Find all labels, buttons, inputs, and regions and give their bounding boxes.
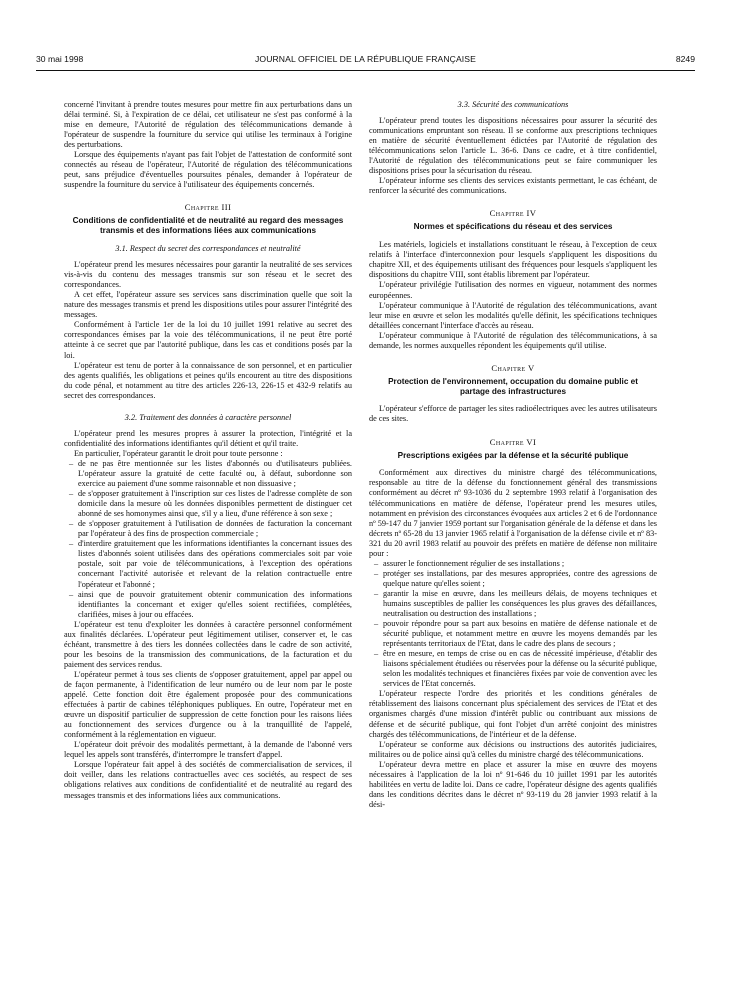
paragraph: L'opérateur est tenu de porter à la connaissance de son personnel, et en particulier des agents qualifiés, les obligations et peines qu'ils encourent au titre des dispositions du code pénal, et notamment au titre des articles 226-13, 226-15 et 432-9 relatifs au secret des correspondances. <box>64 360 352 400</box>
header-rule <box>36 70 695 71</box>
paragraph: L'opérateur respecte l'ordre des priorités et les conditions générales de rétablissement des liaisons concernant plus spécialement des services de l'Etat et des organismes chargés d'une mission d'intérêt public ou contribuant aux missions de défense et de sécurité publique, qui font l'objet d'un arrêté conjoint des ministres chargés des télécommunications, de l'intérieur et de la défense. <box>369 689 657 739</box>
paragraph: L'opérateur est tenu d'exploiter les données à caractère personnel conformément aux finalités déclarées. L'opérateur peut légitimement utiliser, conserver et, le cas échéant, transmettre à des tiers les données collectées dans le cadre de son activité, pour les besoins de la transmission des communications, de la facturation et du paiement des services rendus. <box>64 619 352 669</box>
header-title: JOURNAL OFFICIEL DE LA RÉPUBLIQUE FRANÇAISE <box>255 54 476 64</box>
paragraph: L'opérateur se conforme aux décisions ou instructions des autorités judiciaires, militaires ou de police ainsi qu'à celles du ministre chargé des télécommunications. <box>369 739 657 759</box>
list-item: – ainsi que de pouvoir gratuitement obtenir communication des informations identifiantes la concernant et exiger qu'elles soient rectifiées, complétées, clarifiées, mises à jour ou effacées. <box>78 590 352 620</box>
section-heading: 3.2. Traitement des données à caractère personnel <box>124 412 292 422</box>
paragraph: L'opérateur informe ses clients des services existants permettant, le cas échéant, de renforcer la sécurité des communications. <box>369 176 657 196</box>
list-item: – de ne pas être mentionnée sur les listes d'abonnés ou d'utilisateurs publiées. L'opérateur assure la gratuité de cette faculté ou, à défaut, subordonne son exercice au paiement d'une somme raisonnable et non dissuasive ; <box>78 459 352 489</box>
paragraph: L'opérateur prend les mesures propres à assurer la protection, l'intégrité et la confidentialité des informations identifiantes qu'il détient et qu'il traite. <box>64 428 352 448</box>
paragraph: L'opérateur devra mettre en place et assurer la mise en œuvre des moyens nécessaires à l'application de la loi nº 91-646 du 10 juillet 1991 par les autorités habilitées en vertu de ladite loi. Dans ce cadre, l'opérateur désigne des agents qualifiés dans les conditions décrites dans le décret nº 93-119 du 28 janvier 1993 relatif à la dési- <box>369 759 657 809</box>
chapter-heading: Chapitre VI <box>489 436 537 447</box>
section-heading: 3.1. Respect du secret des correspondances et neutralité <box>115 244 301 254</box>
chapter-title: Prescriptions exigées par la défense et la sécurité publique <box>397 450 629 460</box>
chapter-heading: Chapitre V <box>491 362 535 373</box>
paragraph: Les matériels, logiciels et installations constituant le réseau, à l'exception de ceux relatifs à l'interface d'interconnexion pour lesquels s'appliquent les dispositions du chapitre XII, et des équipements utilisant des fréquences pour lesquels s'appliquent les dispositions du chapitre VIII, sont établis librement par l'opérateur. <box>369 240 657 280</box>
right-column <box>369 100 657 810</box>
list-item: – garantir la mise en œuvre, dans les meilleurs délais, de moyens techniques et humains susceptibles de pallier les conséquences les plus graves des défaillances, neutralisation ou destruction des installations ; <box>383 589 657 619</box>
running-header <box>36 54 695 70</box>
header-date: 30 mai 1998 <box>36 54 84 64</box>
defense-measures-list <box>369 559 657 690</box>
paragraph: Lorsque l'opérateur fait appel à des sociétés de commercialisation de services, il doit veiller, dans les relations contractuelles avec ces sociétés, au respect de ses obligations relatives aux conditions de confidentialité et de neutralité au regard des messages transmis et des informations liées aux communications. <box>64 760 352 800</box>
paragraph: L'opérateur permet à tous ses clients de s'opposer gratuitement, appel par appel ou de façon permanente, à l'identification de leur numéro ou de leur nom par le poste appelé. Cette fonction doit être également proposée pour des communications effectuées à partir de cabines téléphoniques publiques. En outre, l'opérateur met en œuvre un dispositif particulier de suppression de cette fonction pour les raisons liées au fonctionnement des services d'urgence ou à la tranquillité de l'appelé, conformément à la réglementation en vigueur. <box>64 669 352 740</box>
paragraph: Conformément à l'article 1er de la loi du 10 juillet 1991 relative au secret des correspondances émises par la voie des télécommunications, il ne peut être porté atteinte à ce secret que par l'autorité publique, dans les cas et conditions posés par la loi. <box>64 320 352 360</box>
paragraph: Conformément aux directives du ministre chargé des télécommunications, responsable au titre de la défense du fonctionnement général des transmissions conformément au décret nº 93-1036 du 2 septembre 1993 relatif à l'organisation des télécommunications en matière de défense, l'opérateur prend les mesures utiles, notamment en prévision des circonstances évoquées aux articles 2 et 6 de l'ordonnance nº 59-147 du 7 janvier 1959 portant sur l'organisation générale de la défense et dans les décrets nº 65-28 du 13 janvier 1965 relatif à l'organisation de la défense civile et nº 83-321 du 20 avril 1983 relatif au pouvoir des préfets en matière de défense non militaire pour : <box>369 468 657 558</box>
paragraph: A cet effet, l'opérateur assure ses services sans discrimination quelle que soit la nature des messages transmis et prend les dispositions utiles pour assurer l'intégrité des messages. <box>64 290 352 320</box>
paragraph: Lorsque des équipements n'ayant pas fait l'objet de l'attestation de conformité sont connectés au réseau de l'opérateur, l'Autorité de régulation des télécommunications peut, sans préjudice d'éventuelles poursuites pénales, demander à l'opérateur de suspendre la fourniture du service à l'utilisateur des équipements concernés. <box>64 150 352 190</box>
paragraph: En particulier, l'opérateur garantit le droit pour toute personne : <box>74 448 283 458</box>
chapter-title: Normes et spécifications du réseau et des services <box>413 222 613 232</box>
paragraph: L'opérateur privilégie l'utilisation des normes en vigueur, notamment des normes européennes. <box>369 280 657 300</box>
list-item: – de s'opposer gratuitement à l'utilisation de données de facturation la concernant par l'opérateur à des fins de prospection commerciale ; <box>78 519 352 539</box>
paragraph: L'opérateur s'efforce de partager les sites radioélectriques avec les autres utilisateurs de ces sites. <box>369 404 657 424</box>
paragraph: concerné l'invitant à prendre toutes mesures pour mettre fin aux perturbations dans un délai terminé. Si, à l'expiration de ce délai, cet utilisateur ne s'est pas conformé à la mise en demeure, l'Autorité de régulation des télécommunications demande à l'opérateur de suspendre la fourniture du service qui utilise les terminaux à l'origine des perturbations. <box>64 100 352 150</box>
paragraph: L'opérateur doit prévoir des modalités permettant, à la demande de l'abonné vers lequel les appels sont transférés, d'interrompre le transfert d'appel. <box>64 740 352 760</box>
paragraph: L'opérateur prend les mesures nécessaires pour garantir la neutralité de ses services vis-à-vis du contenu des messages transmis sur son réseau et le secret des correspondances. <box>64 260 352 290</box>
list-item: – d'interdire gratuitement que les informations identifiantes la concernant issues des listes d'abonnés soient utilisées dans des opérations commerciales soit par voie postale, soit par voie de télécommunications, à l'exception des opérations concernant l'activité autorisée et relevant de la relation contractuelle entre l'opérateur et l'abonné ; <box>78 539 352 589</box>
section-heading: 3.3. Sécurité des communications <box>457 100 569 109</box>
paragraph: L'opérateur communique à l'Autorité de régulation des télécommunications, à sa demande, les normes auxquelles répondent les équipements qu'il utilise. <box>369 330 657 350</box>
list-item: – pouvoir répondre pour sa part aux besoins en matière de défense nationale et de sécurité publique, et notamment mettre en œuvre les moyens demandés par les représentants territoriaux de l'Etat, dans le cadre des plans de secours ; <box>383 619 657 649</box>
chapter-heading: Chapitre III <box>184 202 232 213</box>
chapter-title: Conditions de confidentialité et de neutralité au regard des messages transmis et des informations liées aux communications <box>72 216 344 236</box>
list-item: – protéger ses installations, par des mesures appropriées, contre des agressions de quelque nature qu'elles soient ; <box>383 569 657 589</box>
paragraph: L'opérateur communique à l'Autorité de régulation des télécommunications, avant leur mise en œuvre et selon les modalités qu'elle définit, les spécifications techniques détaillées concernant l'interface d'accès au réseau. <box>369 300 657 330</box>
header-page-number: 8249 <box>675 54 695 64</box>
list-item: – être en mesure, en temps de crise ou en cas de nécessité impérieuse, d'établir des liaisons spécialement étudiées ou réservées pour la défense ou la sécurité publique, selon les modalités techniques et financières fixées par voie de convention avec les services de l'Etat concernés. <box>383 649 657 689</box>
chapter-title: Protection de l'environnement, occupation du domaine public et partage des infrastructures <box>388 376 638 396</box>
list-item: – assurer le fonctionnement régulier de ses installations ; <box>383 559 657 569</box>
left-column <box>64 100 352 801</box>
paragraph: L'opérateur prend toutes les dispositions nécessaires pour assurer la sécurité des communications empruntant son réseau. Il se conforme aux prescriptions techniques en matière de sécurité éventuellement édictées par l'Autorité de régulation des télécommunications selon l'article L. 36-6. Dans ce cadre, et à titre confidentiel, l'Autorité de régulation des télécommunications peut se faire communiquer les dispositions prises pour la sécurisation du réseau. <box>369 116 657 176</box>
chapter-heading: Chapitre IV <box>489 208 537 219</box>
rights-list <box>64 459 352 620</box>
list-item: – de s'opposer gratuitement à l'inscription sur ces listes de l'adresse complète de son domicile dans la mesure où les données disponibles permettent de distinguer cet abonné de ses homonymes ainsi que, s'il y a lieu, d'une référence à son sexe ; <box>78 489 352 519</box>
